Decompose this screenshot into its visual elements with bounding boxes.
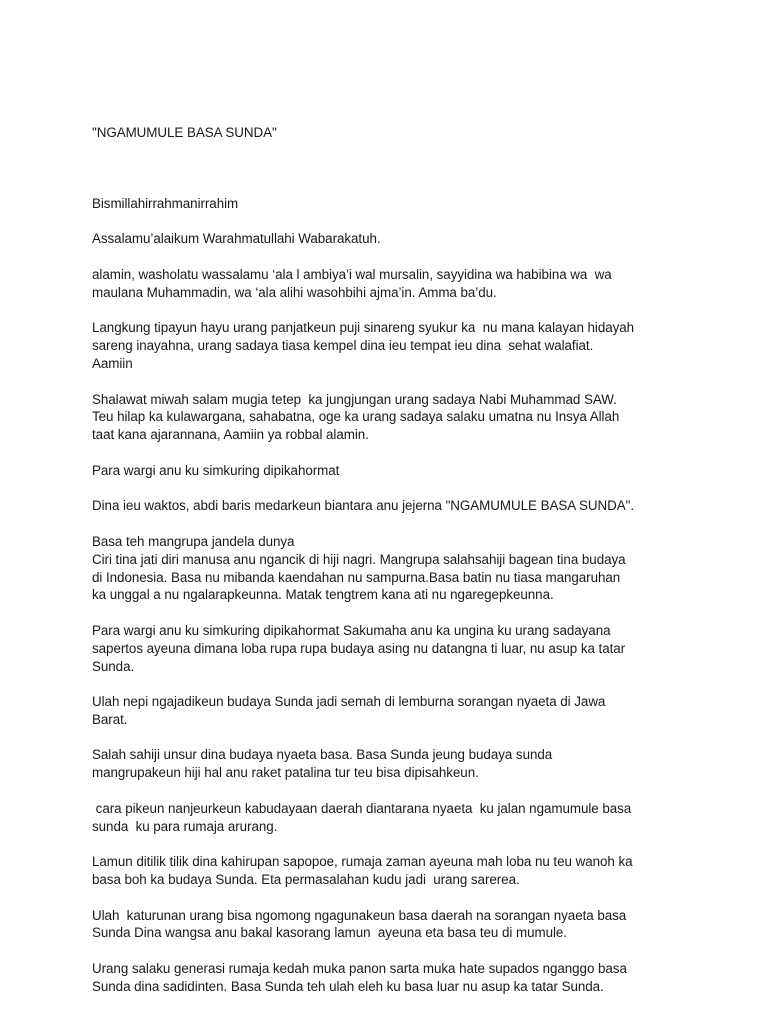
paragraph-line: cara pikeun nanjeurkeun kabudayaan daerah diantarana nyaeta ku jalan ngamumule basa [92, 800, 632, 816]
paragraph-line: di Indonesia. Basa nu mibanda kaendahan nu sampurna.Basa batin nu tiasa mangaruhan [92, 569, 621, 585]
body-paragraph [92, 622, 692, 675]
title-line: "NGAMUMULE BASA SUNDA" [92, 124, 277, 140]
paragraph-line: ka unggal a nu ngalarapkeunna. Matak tengtrem kana ati nu ngaregepkeunna. [92, 587, 554, 603]
body-paragraph [92, 907, 692, 943]
document-page [92, 88, 692, 1013]
paragraph-line: alamin, washolatu wassalamu ‘ala l ambiya’i wal mursalin, sayyidina wa habibina wa wa [92, 266, 612, 282]
paragraph-line: Shalawat miwah salam mugia tetep ka jungjungan urang sadaya Nabi Muhammad SAW. [92, 391, 617, 407]
paragraph-line: Dina ieu waktos, abdi baris medarkeun biantara anu jejerna "NGAMUMULE BASA SUNDA". [92, 498, 635, 514]
paragraph-line: Barat. [92, 711, 128, 727]
document-body [92, 195, 692, 996]
body-paragraph [92, 230, 692, 248]
paragraph-line: Langkung tipayun hayu urang panjatkeun puji sinareng syukur ka nu mana kalayan hidayah [92, 320, 635, 336]
body-paragraph [92, 693, 692, 729]
paragraph-line: sunda ku para rumaja arurang. [92, 818, 278, 834]
body-paragraph [92, 497, 692, 515]
body-paragraph [92, 960, 692, 996]
body-paragraph [92, 462, 692, 480]
paragraph-line: Para wargi anu ku simkuring dipikahormat [92, 462, 340, 478]
paragraph-line: Lamun ditilik tilik dina kahirupan sapopoe, rumaja zaman ayeuna mah loba nu teu wanoh ka [92, 854, 633, 870]
body-paragraph [92, 533, 692, 604]
paragraph-line: mangrupakeun hiji hal anu raket patalina tur teu bisa dipisahkeun. [92, 765, 479, 781]
paragraph-line: Sunda dina sadidinten. Basa Sunda teh ulah eleh ku basa luar nu asup ka tatar Sunda. [92, 978, 604, 994]
paragraph-line: Sunda Dina wangsa anu bakal kasorang lamun ayeuna eta basa teu di mumule. [92, 925, 567, 941]
body-paragraph [92, 319, 692, 372]
paragraph-line: sareng inayahna, urang sadaya tiasa kempel dina ieu tempat ieu dina sehat walafiat. [92, 338, 594, 354]
paragraph-line: taat kana ajarannana, Aamiin ya robbal alamin. [92, 427, 369, 443]
paragraph-line: Aamiin [92, 355, 133, 371]
paragraph-line: Ulah katurunan urang bisa ngomong ngagunakeun basa daerah na sorangan nyaeta basa [92, 907, 627, 923]
paragraph-line: Salah sahiji unsur dina budaya nyaeta basa. Basa Sunda jeung budaya sunda [92, 747, 553, 763]
paragraph-line: Sunda. [92, 658, 135, 674]
paragraph-line: Urang salaku generasi rumaja kedah muka panon sarta muka hate supados nganggo basa [92, 961, 627, 977]
paragraph-line: Basa teh mangrupa jandela dunya [92, 533, 295, 549]
paragraph-line: sapertos ayeuna dimana loba rupa rupa budaya asing nu datangna ti luar, nu asup ka tatar [92, 640, 626, 656]
paragraph-line: Para wargi anu ku simkuring dipikahormat Sakumaha anu ka ungina ku urang sadayana [92, 622, 611, 638]
paragraph-line: Ciri tina jati diri manusa anu ngancik di hiji nagri. Mangrupa salahsahiji bagean tina budaya [92, 551, 626, 567]
body-paragraph [92, 391, 692, 444]
paragraph-line: Assalamu’alaikum Warahmatullahi Wabarakatuh. [92, 231, 381, 247]
document-title [92, 88, 692, 177]
body-paragraph [92, 746, 692, 782]
body-paragraph [92, 266, 692, 302]
paragraph-line: basa boh ka budaya Sunda. Eta permasalahan kudu jadi urang sarerea. [92, 872, 520, 888]
body-paragraph [92, 800, 692, 836]
body-paragraph [92, 853, 692, 889]
paragraph-line: Teu hilap ka kulawargana, sahabatna, oge ka urang sadaya salaku umatna nu Insya Allah [92, 409, 620, 425]
body-paragraph [92, 195, 692, 213]
paragraph-line: Ulah nepi ngajadikeun budaya Sunda jadi semah di lemburna sorangan nyaeta di Jawa [92, 694, 606, 710]
paragraph-line: maulana Muhammadin, wa ‘ala alihi wasohbihi ajma’in. Amma ba’du. [92, 284, 497, 300]
paragraph-line: Bismillahirrahmanirrahim [92, 195, 239, 211]
